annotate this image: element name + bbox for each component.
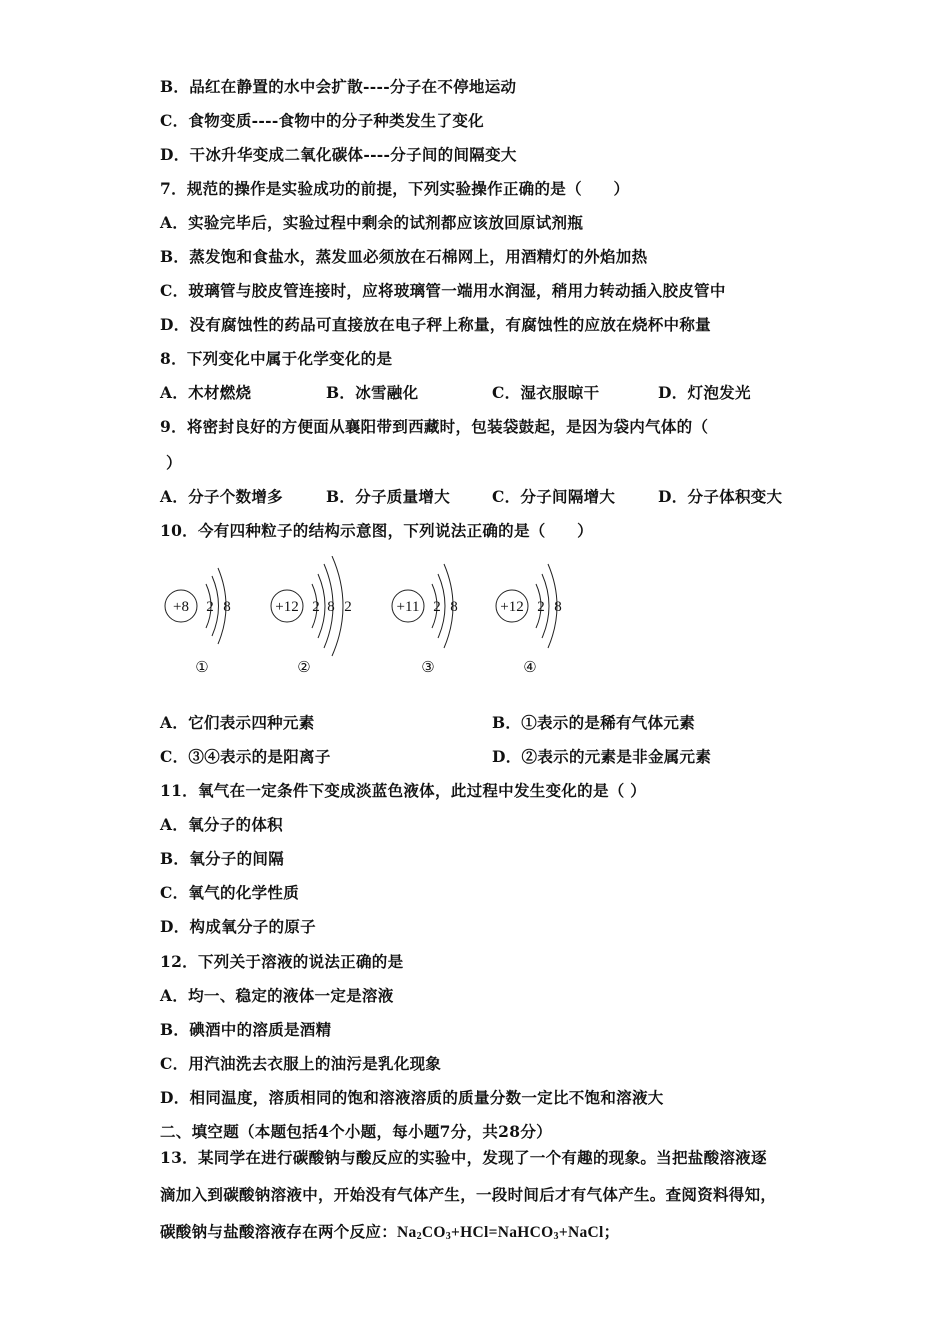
q8-option-a: A．木材燃烧 [160, 383, 252, 402]
particle-3-shell-2: 8 [450, 599, 458, 615]
q8-stem: 8．下列变化中属于化学变化的是 [160, 349, 393, 368]
q10-option-a: A．它们表示四种元素 [160, 713, 315, 732]
particle-2-shell-3: 2 [344, 599, 352, 615]
q8-option-c: C．湿衣服晾干 [492, 383, 600, 402]
q8-option-b: B．冰雪融化 [326, 383, 419, 402]
section-heading: 二、填空题（本题包括4个小题，每小题7分，共28分） [160, 1122, 552, 1141]
particle-4-label: ④ [523, 660, 537, 676]
particle-3-nucleus: +11 [396, 599, 420, 615]
q8-option-d: D．灯泡发光 [658, 383, 751, 402]
q7-option-c: C．玻璃管与胶皮管连接时，应将玻璃管一端用水润湿，稍用力转动插入胶皮管中 [160, 281, 726, 300]
q9-stem: 9．将密封良好的方便面从襄阳带到西藏时，包装袋鼓起，是因为袋内气体的（ [160, 417, 709, 436]
q12-stem: 12．下列关于溶液的说法正确的是 [160, 952, 404, 971]
q12-option-c: C．用汽油洗去衣服上的油污是乳化现象 [160, 1054, 442, 1073]
particle-1-shell-2: 8 [223, 599, 231, 615]
particle-2-label: ② [297, 660, 311, 676]
atomic-structure-diagrams [160, 556, 610, 686]
q6-option-d: D．干冰升华变成二氧化碳体----分子间的间隔变大 [160, 145, 517, 164]
q11-option-d: D．构成氧分子的原子 [160, 917, 316, 936]
q10-stem: 10．今有四种粒子的结构示意图，下列说法正确的是（ ） [160, 521, 593, 540]
q9-option-b: B．分子质量增大 [326, 487, 451, 506]
q6-option-c: C．食物变质----食物中的分子种类发生了变化 [160, 111, 484, 130]
particle-4-shell-1: 2 [537, 599, 545, 615]
particle-4-shell-2: 8 [554, 599, 562, 615]
q13-line-2: 滴加入到碳酸钠溶液中，开始没有气体产生，一段时间后才有气体产生。查阅资料得知， [160, 1185, 777, 1204]
q12-option-b: B．碘酒中的溶质是酒精 [160, 1020, 332, 1039]
q10-option-b: B．①表示的是稀有气体元素 [492, 713, 696, 732]
q7-option-a: A．实验完毕后，实验过程中剩余的试剂都应该放回原试剂瓶 [160, 213, 584, 232]
q9-option-c: C．分子间隔增大 [492, 487, 616, 506]
q13-line-1: 13．某同学在进行碳酸钠与酸反应的实验中，发现了一个有趣的现象。当把盐酸溶液逐 [160, 1148, 767, 1167]
q11-option-c: C．氧气的化学性质 [160, 883, 300, 902]
q13-equation: $Na_2CO_3+HCl=NaHCO_3+NaCl$； [397, 1224, 620, 1242]
q11-option-a: A．氧分子的体积 [160, 815, 283, 834]
q13-line-3 [160, 1222, 619, 1247]
q9-option-a: A．分子个数增多 [160, 487, 283, 506]
q6-option-b: B．品红在静置的水中会扩散----分子在不停地运动 [160, 77, 517, 96]
particle-4-nucleus: +12 [500, 599, 524, 615]
particle-2-nucleus: +12 [275, 599, 299, 615]
particle-1-nucleus: +8 [173, 599, 189, 615]
particle-2-shell-2: 8 [327, 599, 335, 615]
q10-option-c: C．③④表示的是阳离子 [160, 747, 331, 766]
q7-option-d: D．没有腐蚀性的药品可直接放在电子秤上称量，有腐蚀性的应放在烧杯中称量 [160, 315, 711, 334]
q7-option-b: B．蒸发饱和食盐水，蒸发皿必须放在石棉网上，用酒精灯的外焰加热 [160, 247, 648, 266]
q11-stem: 11．氧气在一定条件下变成淡蓝色液体，此过程中发生变化的是（ ） [160, 781, 647, 800]
q7-stem: 7．规范的操作是实验成功的前提，下列实验操作正确的是（ ） [160, 179, 630, 198]
particle-1-shell-1: 2 [206, 599, 214, 615]
q10-option-d: D．②表示的元素是非金属元素 [492, 747, 712, 766]
q9-stem-end: ） [166, 453, 182, 472]
q12-option-d: D．相同温度，溶质相同的饱和溶液溶质的质量分数一定比不饱和溶液大 [160, 1088, 664, 1107]
q12-option-a: A．均一、稳定的液体一定是溶液 [160, 986, 394, 1005]
particle-3-shell-1: 2 [433, 599, 441, 615]
particle-2-shell-1: 2 [312, 599, 320, 615]
q11-option-b: B．氧分子的间隔 [160, 849, 285, 868]
q9-option-d: D．分子体积变大 [658, 487, 783, 506]
q13-line-3-prefix: 碳酸钠与盐酸溶液存在两个反应： [160, 1222, 398, 1241]
particle-3-label: ③ [421, 660, 435, 676]
particle-1-label: ① [195, 660, 209, 676]
